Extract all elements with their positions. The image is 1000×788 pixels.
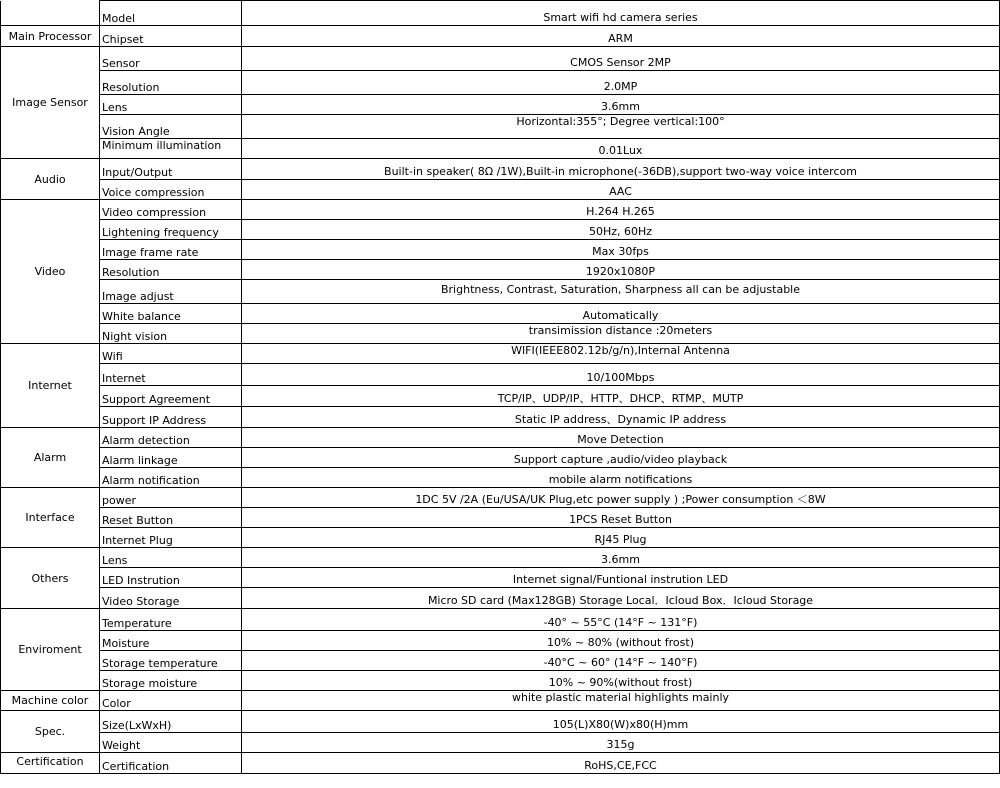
category-cell <box>1 1 100 26</box>
spec-label: Lens <box>100 95 242 115</box>
spec-label: Lens <box>100 548 242 568</box>
table-row <box>1 588 1000 609</box>
spec-label: Lightening frequency <box>100 220 242 240</box>
spec-label: Image frame rate <box>100 240 242 260</box>
table-row <box>1 609 1000 631</box>
table-row <box>1 753 1000 774</box>
category-image-sensor: Image Sensor <box>1 47 100 159</box>
table-row <box>1 344 1000 364</box>
spec-label: Support Agreement <box>100 386 242 407</box>
spec-label: LED Instrution <box>100 568 242 588</box>
spec-value: RoHS,CE,FCC <box>242 753 1000 774</box>
spec-label: Support IP Address <box>100 407 242 428</box>
category-enviroment: Enviroment <box>1 609 100 691</box>
spec-value: Static IP address、Dynamic IP address <box>242 407 1000 428</box>
table-row <box>1 364 1000 386</box>
spec-label: Internet <box>100 364 242 386</box>
spec-value: 105(L)X80(W)x80(H)mm <box>242 711 1000 733</box>
table-row <box>1 651 1000 671</box>
table-row <box>1 26 1000 47</box>
category-internet: Internet <box>1 344 100 428</box>
spec-value: Move Detection <box>242 428 1000 448</box>
table-row <box>1 448 1000 468</box>
spec-value: TCP/IP、UDP/IP、HTTP、DHCP、RTMP、MUTP <box>242 386 1000 407</box>
category-machine-color: Machine color <box>1 691 100 711</box>
spec-label: Resolution <box>100 71 242 95</box>
spec-label: Voice compression <box>100 180 242 200</box>
spec-label: Video Storage <box>100 588 242 609</box>
spec-label: Color <box>100 691 242 711</box>
spec-label: Model <box>100 1 242 26</box>
table-row <box>1 220 1000 240</box>
table-row <box>1 548 1000 568</box>
spec-label: Temperature <box>100 609 242 631</box>
category-main-processor: Main Processor <box>1 26 100 47</box>
spec-value: Internet signal/Funtional instrution LED <box>242 568 1000 588</box>
spec-value: 10% ~ 90%(without frost) <box>242 671 1000 691</box>
spec-label: Sensor <box>100 47 242 71</box>
spec-value: transimission distance :20meters <box>242 324 1000 344</box>
spec-label: Weight <box>100 733 242 753</box>
table-row <box>1 386 1000 407</box>
spec-label: Night vision <box>100 324 242 344</box>
spec-value: 0.01Lux <box>242 139 1000 159</box>
spec-value: 50Hz, 60Hz <box>242 220 1000 240</box>
spec-value: 1DC 5V /2A (Eu/USA/UK Plug,etc power supply ) ;Power consumption ＜8W <box>242 488 1000 508</box>
spec-label: Storage temperature <box>100 651 242 671</box>
category-interface: Interface <box>1 488 100 548</box>
table-row <box>1 733 1000 753</box>
spec-label: Moisture <box>100 631 242 651</box>
spec-value: white plastic material highlights mainly <box>242 691 1000 711</box>
spec-label: Wifi <box>100 344 242 364</box>
spec-value: RJ45 Plug <box>242 528 1000 548</box>
table-row <box>1 280 1000 304</box>
spec-value: Support capture ,audio/video playback <box>242 448 1000 468</box>
spec-label: Size(LxWxH) <box>100 711 242 733</box>
table-row <box>1 508 1000 528</box>
spec-value: 1PCS Reset Button <box>242 508 1000 528</box>
table-row <box>1 304 1000 324</box>
table-row <box>1 180 1000 200</box>
category-certification: Certification <box>1 753 100 774</box>
table-row <box>1 115 1000 139</box>
spec-label: Minimum illumination <box>100 139 242 159</box>
spec-value: Max 30fps <box>242 240 1000 260</box>
spec-value: H.264 H.265 <box>242 200 1000 220</box>
table-row <box>1 324 1000 344</box>
spec-label: Storage moisture <box>100 671 242 691</box>
spec-label: Image adjust <box>100 280 242 304</box>
spec-label: Vision Angle <box>100 115 242 139</box>
spec-label: Internet Plug <box>100 528 242 548</box>
spec-value: Built-in speaker( 8Ω /1W),Built-in microphone(-36DB),support two-way voice intercom <box>242 159 1000 180</box>
spec-value: CMOS Sensor 2MP <box>242 47 1000 71</box>
spec-value: Horizontal:355°; Degree vertical:100° <box>242 115 1000 139</box>
table-row <box>1 428 1000 448</box>
spec-label: Video compression <box>100 200 242 220</box>
table-row <box>1 691 1000 711</box>
table-row <box>1 711 1000 733</box>
category-spec: Spec. <box>1 711 100 753</box>
spec-value: 315g <box>242 733 1000 753</box>
spec-value: 10/100Mbps <box>242 364 1000 386</box>
table-row <box>1 528 1000 548</box>
spec-value: ARM <box>242 26 1000 47</box>
spec-value: 10% ~ 80% (without frost) <box>242 631 1000 651</box>
spec-label: power <box>100 488 242 508</box>
spec-label: White balance <box>100 304 242 324</box>
category-audio: Audio <box>1 159 100 200</box>
spec-value: -40° ~ 55°C (14°F ~ 131°F) <box>242 609 1000 631</box>
spec-value: Automatically <box>242 304 1000 324</box>
spec-label: Alarm linkage <box>100 448 242 468</box>
spec-value: 3.6mm <box>242 548 1000 568</box>
table-row <box>1 631 1000 651</box>
table-row <box>1 568 1000 588</box>
spec-label: Input/Output <box>100 159 242 180</box>
spec-value: WIFI(IEEE802.12b/g/n),Internal Antenna <box>242 344 1000 364</box>
table-row <box>1 407 1000 428</box>
table-row <box>1 47 1000 71</box>
category-others: Others <box>1 548 100 609</box>
spec-label: Resolution <box>100 260 242 280</box>
category-video: Video <box>1 200 100 344</box>
table-row <box>1 95 1000 115</box>
table-row <box>1 240 1000 260</box>
spec-label: Reset Button <box>100 508 242 528</box>
table-row <box>1 1 1000 26</box>
table-row <box>1 200 1000 220</box>
table-row <box>1 71 1000 95</box>
spec-value: -40°C ~ 60° (14°F ~ 140°F) <box>242 651 1000 671</box>
spec-label: Certification <box>100 753 242 774</box>
category-alarm: Alarm <box>1 428 100 488</box>
spec-value: 2.0MP <box>242 71 1000 95</box>
table-row <box>1 488 1000 508</box>
table-row <box>1 159 1000 180</box>
spec-label: Alarm detection <box>100 428 242 448</box>
spec-value: AAC <box>242 180 1000 200</box>
spec-value: Brightness, Contrast, Saturation, Sharpness all can be adjustable <box>242 280 1000 304</box>
spec-label: Chipset <box>100 26 242 47</box>
spec-label: Alarm notification <box>100 468 242 488</box>
table-row <box>1 671 1000 691</box>
table-row <box>1 139 1000 159</box>
table-row <box>1 468 1000 488</box>
spec-value: Smart wifi hd camera series <box>242 1 1000 26</box>
spec-value: 1920x1080P <box>242 260 1000 280</box>
spec-value: Micro SD card (Max128GB) Storage Local．Icloud Box．Icloud Storage <box>242 588 1000 609</box>
table-row <box>1 260 1000 280</box>
spec-value: 3.6mm <box>242 95 1000 115</box>
spec-value: mobile alarm notifications <box>242 468 1000 488</box>
